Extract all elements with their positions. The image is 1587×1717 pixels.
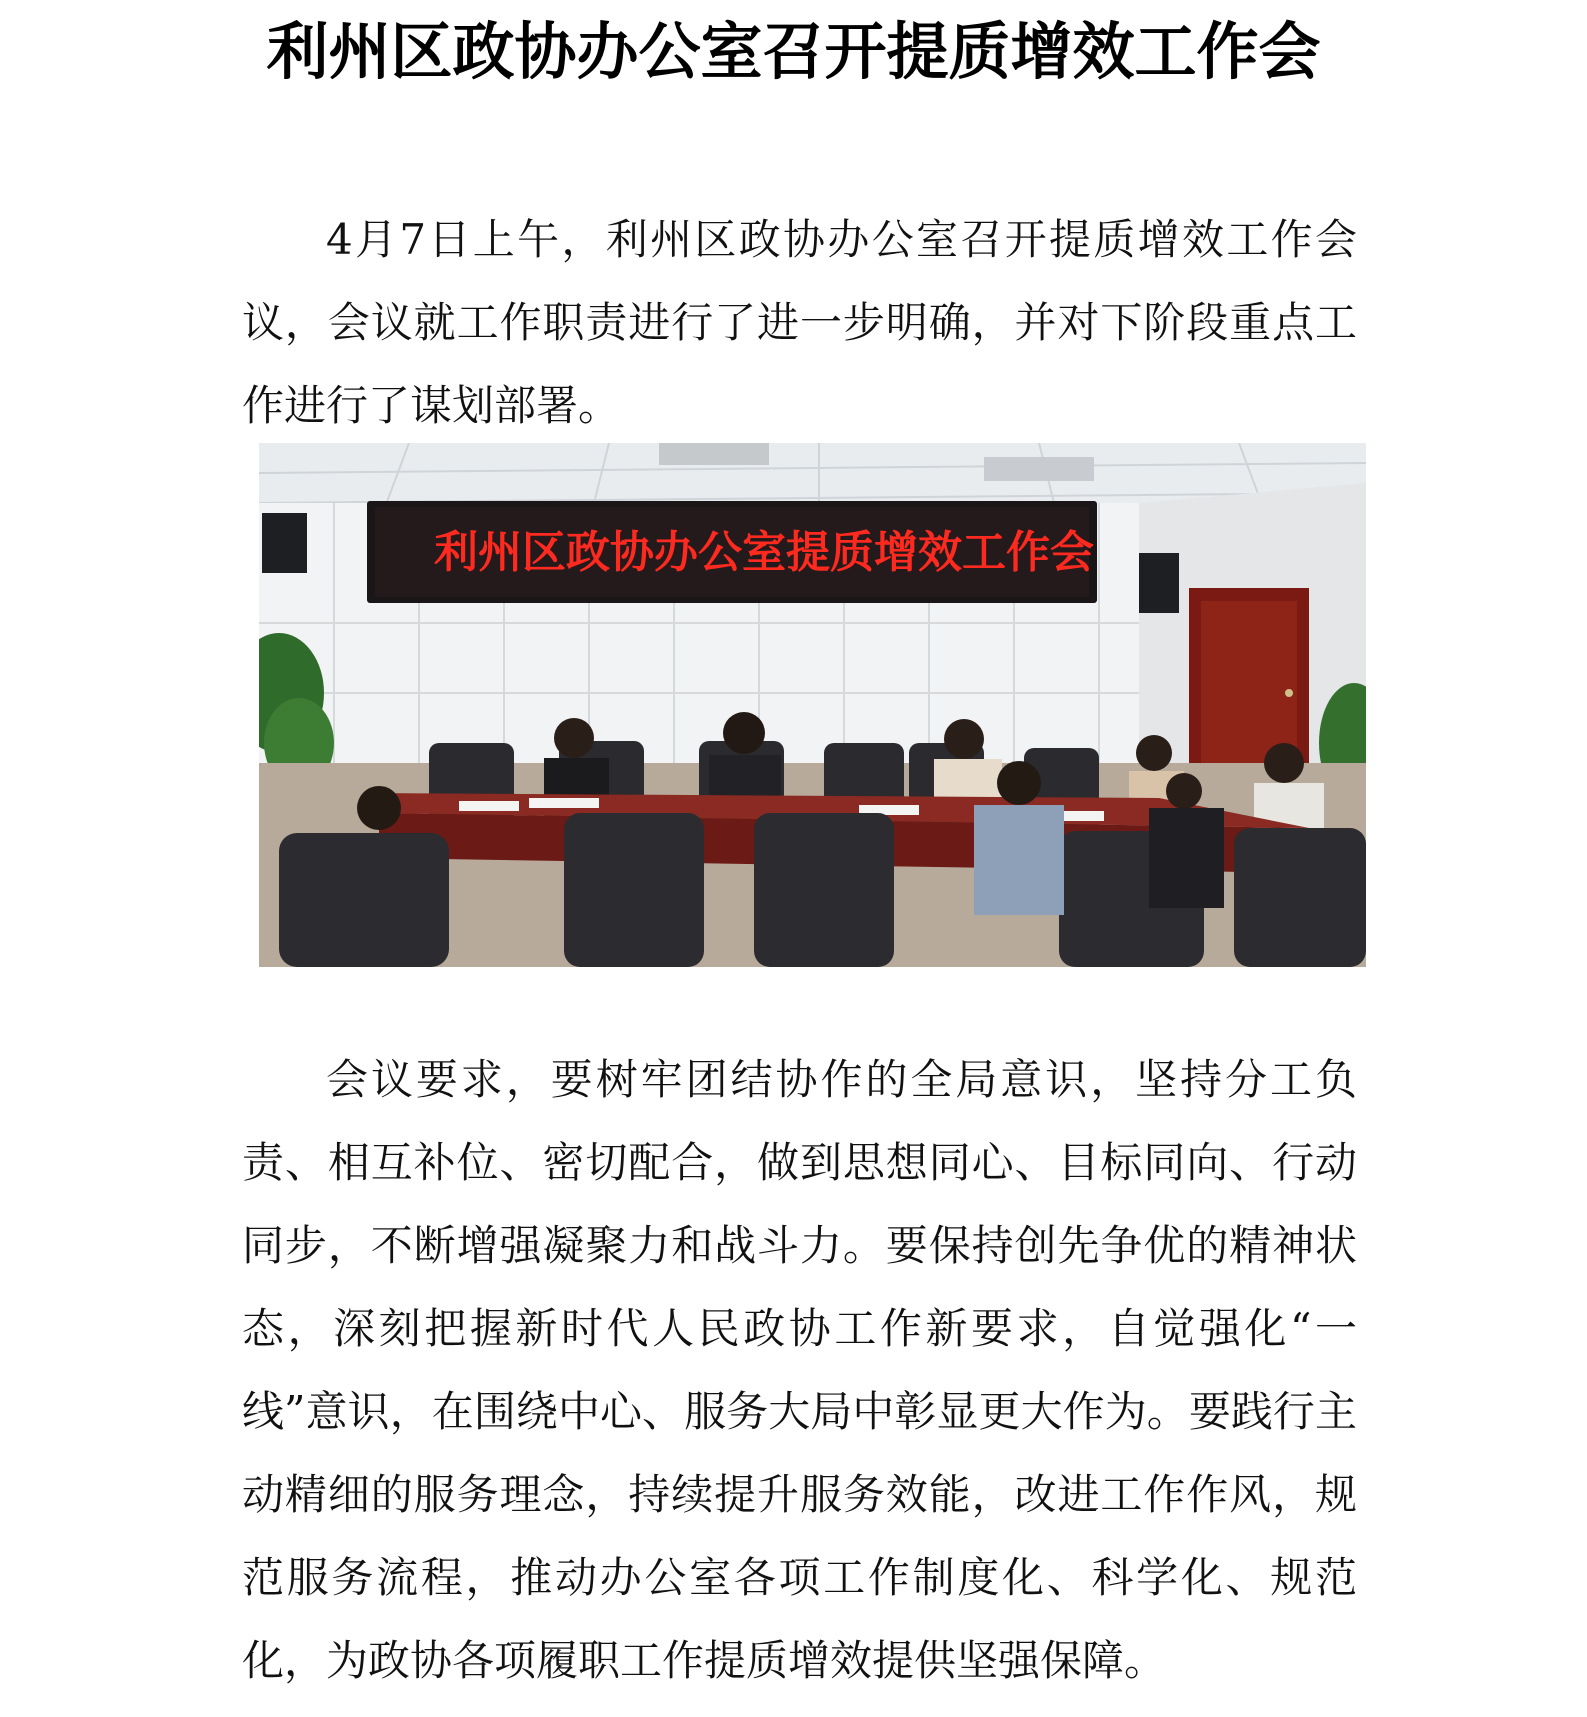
meeting-photo-illustration: [259, 443, 1366, 967]
led-sign-text: 利州区政协办公室提质增效工作会: [434, 527, 1094, 578]
paragraph-2: 会议要求，要树牢团结协作的全局意识，坚持分工负责、相互补位、密切配合，做到思想同心、目标同向、行动同步，不断增强凝聚力和战斗力。要保持创先争优的精神状态，深刻把握新时代人民政协工作新要求，自觉强化“一线”意识，在围绕中心、服务大局中彰显更大作为。要践行主动精细的服务理念，持续提升服务效能，改进工作作风，规范服务流程，推动办公室各项工作制度化、科学化、规范化，为政协各项履职工作提质增效提供坚强保障。: [242, 1055, 1357, 1685]
meeting-photo: [259, 443, 1366, 967]
document-title: 利州区政协办公室召开提质增效工作会: [266, 15, 1321, 88]
paragraph-1: 4月7日上午，利州区政协办公室召开提质增效工作会议，会议就工作职责进行了进一步明确，并对下阶段重点工作进行了谋划部署。: [242, 215, 1357, 430]
